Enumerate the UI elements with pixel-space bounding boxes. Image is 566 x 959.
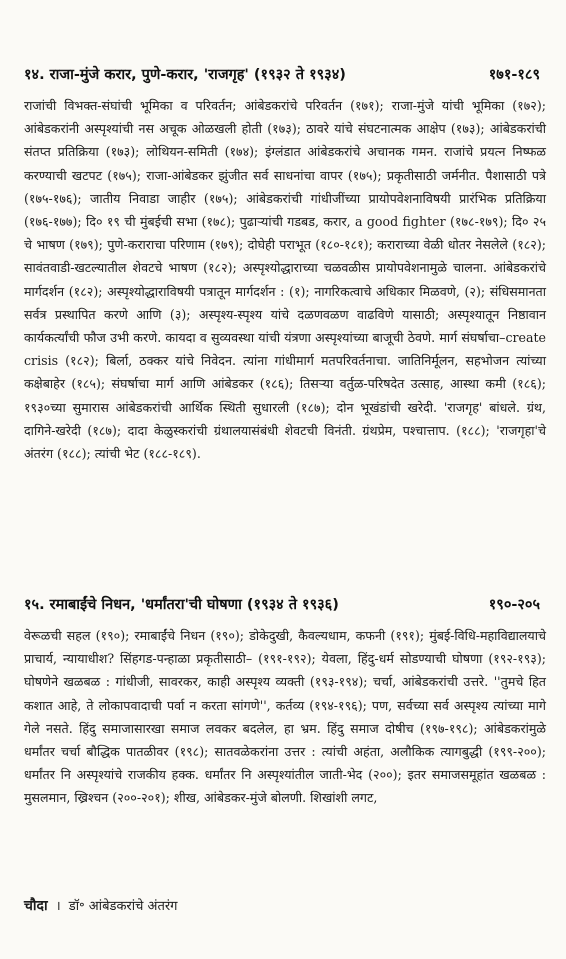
page-footer — [24, 896, 546, 915]
page-number-label: चौदा — [24, 898, 48, 914]
section-14-body: राजांची विभक्त-संघांची भूमिका व परिवर्तन; आंबेडकरांचे परिवर्तन (१७१); राजा-मुंजे यांची भूमिका (१७२); आंबेडकरांनी अस्पृश्यांची नस अचूक ओळखली होती (१७३); ठावरे यांचे संघटनात्मक आक्षेप (१७३); आंबेडकरांची संतप्त प्रतिक्रिया (१७३); लोथियन-समिती (१७४); इंग्लंडात आंबेडकरांचे अचानक गमन. राजांचे प्रयत्न निष्फळ करण्याची खटपट (१७५); राजा-आंबेडकर झुंजीत सर्व साधनांचा वापर (१७५); प्रकृतीसाठी जर्मनीत. पैशासाठी पत्रे (१७५-१७६); जातीय निवाडा जाहीर (१७५); आंबेडकरांची गांधीजींच्या प्रायोपवेशनाविषयी प्रारंभिक प्रतिक्रिया (१७६-१७७); दि० १९ ची मुंबईची सभा (१७८); पुढाऱ्यांची गडबड, करार, a good fighter (१७८-१७९); दि० २५ चे भाषण (१७९); पुणे-कराराचा परिणाम (१७९); दोघेही पराभूत (१८०-१८१); कराराच्या वेळी धोतर नेसलेले (१८२); सावंतवाडी-खटल्यातील शेवटचे भाषण (१८२); अस्पृश्योद्धाराच्या चळवळीस प्रायोपवेशनामुळे चालना. आंबेडकरांचे मार्गदर्शन (१८२); अस्पृश्योद्धाराविषयी पत्रातून मार्गदर्शन : (१); नागरिकत्वाचे अधिकार मिळवणे, (२); संधिसमानता सर्वत्र प्रस्थापित करणे आणि (३); अस्पृश्य-स्पृश्य यांचे दळणवळण वाढविणे यासाठी; अस्पृश्यातून निष्ठावान कार्यकर्त्यांची फौज उभी करणे. कायदा व सुव्यवस्था यांची यंत्रणा अस्पृश्यांच्या बाजूची ठेवणे. मार्ग संघर्षाचा–create crisis (१८२); बिर्ला, ठक्कर यांचे निवेदन. त्यांना गांधीमार्ग मतपरिवर्तनाचा. जातिनिर्मूलन, सहभोजन त्यांच्या कक्षेबाहेर (१८५); संघर्षाचा मार्ग आणि आंबेडकर (१८६); तिसऱ्या वर्तुळ-परिषदेत उत्साह, आस्था कमी (१८६); १९३०च्या सुमारास आंबेडकरांची आर्थिक स्थिती सुधारली (१८७); दोन भूखंडांची खरेदी. 'राजगृह' बांधले. ग्रंथ, दागिने-खरेदी (१८७); दादा केळुस्करांची ग्रंथालयासंबंधी शेवटची विनंती. ग्रंथप्रेम, पश्चात्ताप. (१८८); 'राजगृहा'चे अंतरंग (१८८); त्यांची भेट (१८८-१८९). — [24, 98, 546, 462]
section-14-title: १४. राजा-मुंजे करार, पुणे-करार, 'राजगृह' (१९३२ ते १९३४) — [24, 67, 346, 83]
section-15-body: वेरूळची सहल (१९०); रमाबाईंचे निधन (१९०); डोकेदुखी, कैवल्यधाम, कफनी (१९१); मुंबई-विधि-महाविद्यालयाचे प्राचार्य, न्यायाधीश? सिंहगड-पन्हाळा प्रकृतीसाठी– (१९१-१९२); येवला, हिंदु-धर्म सोडण्याची घोषणा (१९२-१९३); घोषणेने खळबळ : गांधीजी, सावरकर, काही अस्पृश्य व्यक्ती (१९३-१९४); चर्चा, आंबेडकरांची उत्तरे. ''तुमचे हित कशात आहे, ते लोकापवादाची पर्वा न करता सांगणे'', कर्तव्य (१९४-१९६); पण, सर्वच्या सर्व अस्पृश्य त्यांच्या मागे गेले नसते. हिंदु समाजासारखा समाज लवकर बदलेल, हा भ्रम. हिंदु समाज दोषीच (१९७-१९८); आंबेडकरांमुळे धर्मांतर चर्चा बौद्धिक पातळीवर (१९८); सातवळेकरांना उत्तर : त्यांची अहंता, अलौकिक त्यागबुद्धी (१९९-२००); धर्मांतर नि अस्पृश्यांचे राजकीय हक्क. धर्मांतर नि अस्पृश्यांतील जाती-भेद (२००); इतर समाजसमूहांत खळबळ : मुसलमान, ख्रिश्चन (२००-२०१); शीख, आंबेडकर-मुंजे बोलणी. शिखांशी लगट, — [24, 628, 546, 806]
section-14-heading — [24, 64, 546, 84]
section-14-page-range: १७१-१८९ — [488, 67, 540, 83]
footer-separator: । — [55, 899, 61, 914]
section-15-page-range: १९०-२०५ — [488, 597, 540, 613]
section-15-heading — [24, 594, 546, 614]
book-title-footer: डॉ॰ आंबेडकरांचे अंतरंग — [68, 899, 178, 914]
section-15-title: १५. रमाबाईंचे निधन, 'धर्मांतरा'ची घोषणा (१९३४ ते १९३६) — [24, 597, 339, 613]
